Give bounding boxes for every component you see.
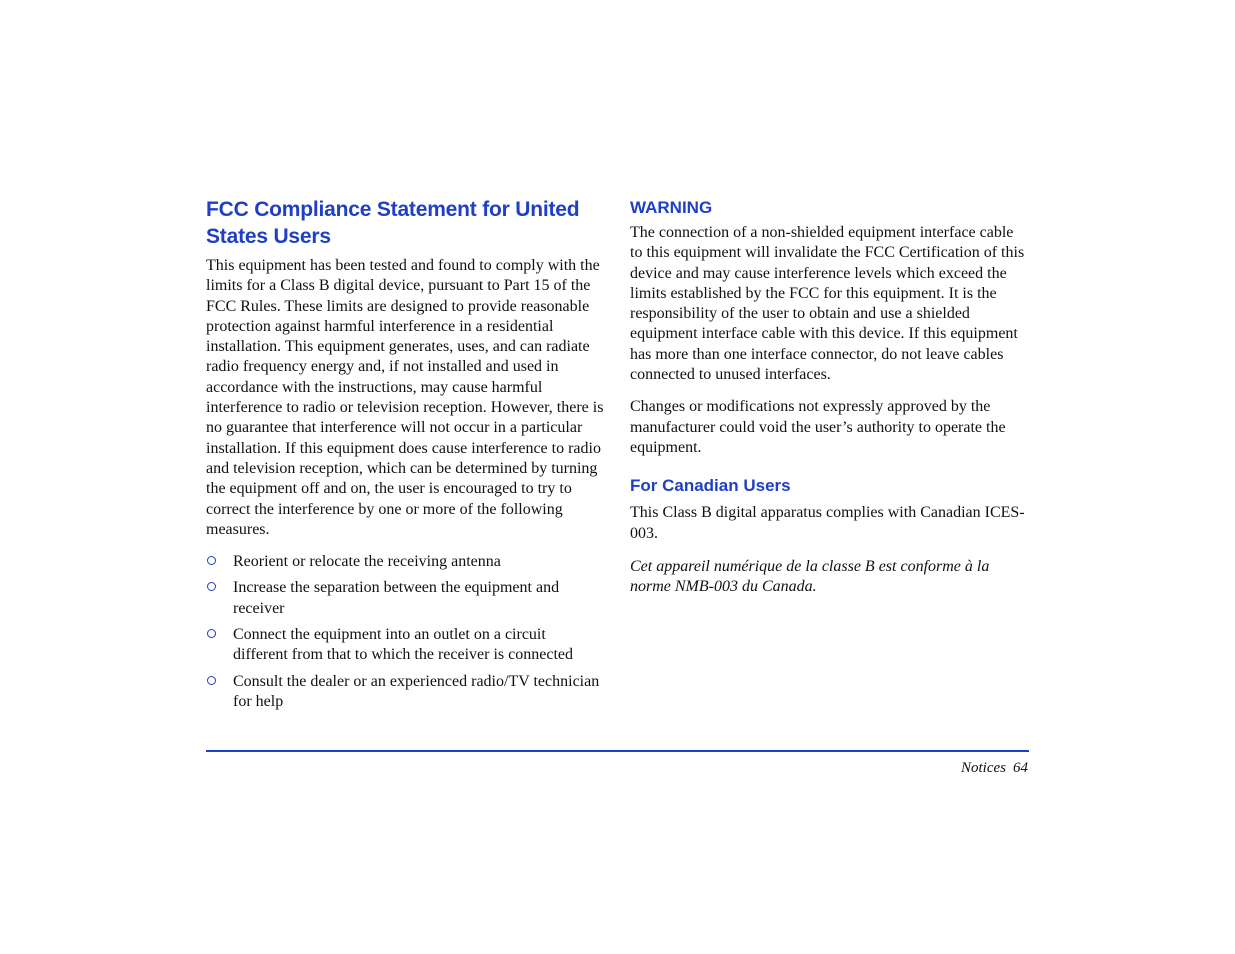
list-item <box>206 552 604 572</box>
fcc-compliance-paragraph: This equipment has been tested and found to comply with the limits for a Class B digital device, pursuant to Part 15 of the FCC Rules. These limits are designed to provide reasonable protection against harmful interference in a residential installation. This equipment generates, uses, and can radiate radio frequency energy and, if not installed and used in accordance with the instructions, may cause harmful interference to radio or television reception. However, there is no guarantee that interference will not occur in a particular installation. If this equipment does cause interference to radio and television reception, which can be determined by turning the equipment off and on, the user is encouraged to try to correct the interference by one or more of the following measures. <box>206 257 604 538</box>
page-footer <box>961 760 1028 777</box>
list-item-text: Connect the equipment into an outlet on a circuit different from that to which the receiver is connected <box>233 626 574 664</box>
circle-bullet-icon <box>207 582 216 591</box>
changes-paragraph: Changes or modifications not expressly approved by the manufacturer could void the user’s authority to operate the equipment. <box>630 398 1006 456</box>
fcc-compliance-heading: FCC Compliance Statement for United States Users <box>206 198 580 248</box>
list-item-text: Consult the dealer or an experienced radio/TV technician for help <box>233 672 600 710</box>
measures-list <box>206 552 604 712</box>
list-item-text: Reorient or relocate the receiving antenna <box>233 553 501 571</box>
warning-heading: WARNING <box>630 198 713 217</box>
list-item <box>206 625 604 666</box>
warning-paragraph: The connection of a non-shielded equipment interface cable to this equipment will invalidate the FCC Certification of this device and may cause interference levels which exceed the limits established by the FCC for this equipment. It is the responsibility of the user to obtain and use a shielded equipment interface cable with this device. If this equipment has more than one interface connector, do not leave cables connected to unused interfaces. <box>630 224 1025 384</box>
footer-section-name: Notices <box>961 760 1006 776</box>
left-column <box>206 196 604 718</box>
circle-bullet-icon <box>207 629 216 638</box>
list-item-text: Increase the separation between the equipment and receiver <box>233 579 560 617</box>
list-item <box>206 672 604 713</box>
circle-bullet-icon <box>207 676 216 685</box>
footer-divider <box>206 750 1029 752</box>
page-number: 64 <box>1013 760 1028 776</box>
canadian-users-heading: For Canadian Users <box>630 476 791 496</box>
circle-bullet-icon <box>207 556 216 565</box>
canadian-french-paragraph: Cet appareil numérique de la classe B est conforme à la norme NMB-003 du Canada. <box>630 557 990 596</box>
canadian-paragraph: This Class B digital apparatus complies with Canadian ICES-003. <box>630 504 1025 542</box>
right-column <box>630 196 1028 597</box>
list-item <box>206 578 604 619</box>
